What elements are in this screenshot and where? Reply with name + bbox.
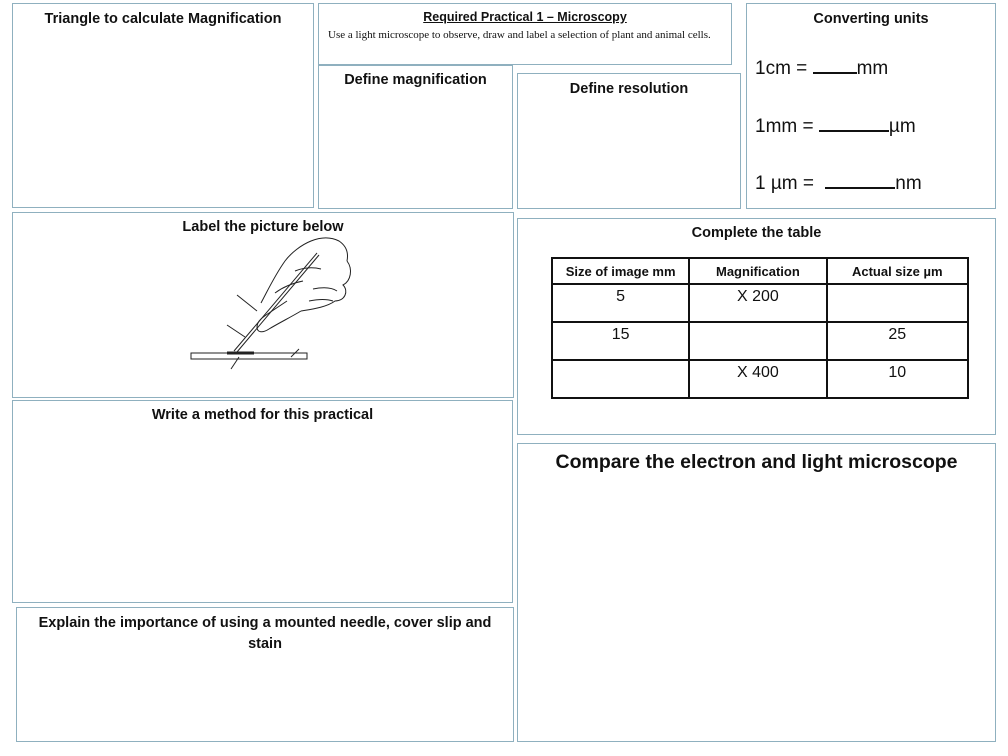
table-row xyxy=(552,284,968,322)
table-cell-blank[interactable] xyxy=(689,322,826,360)
define-resolution-title: Define resolution xyxy=(569,81,689,97)
table-cell-blank[interactable] xyxy=(552,360,689,398)
explain-title: Explain the importance of using a mounted needle, cover slip and stain xyxy=(38,615,492,652)
method-panel xyxy=(12,400,513,603)
table-cell: 5 xyxy=(552,284,689,322)
answer-blank[interactable] xyxy=(813,56,857,74)
define-magnification-panel xyxy=(318,65,513,209)
method-title: Write a method for this practical xyxy=(151,407,374,423)
practical-description: Use a light microscope to observe, draw and label a selection of plant and animal cells. xyxy=(328,29,711,41)
table-cell: 10 xyxy=(827,360,968,398)
table-cell-blank[interactable] xyxy=(827,284,968,322)
table-header-magnification: Magnification xyxy=(689,258,826,284)
complete-table-title: Complete the table xyxy=(691,225,822,241)
table-cell: 25 xyxy=(827,322,968,360)
table-cell: X 400 xyxy=(689,360,826,398)
practical-header-panel xyxy=(318,3,732,65)
answer-blank[interactable] xyxy=(819,114,889,132)
compare-panel xyxy=(517,443,996,742)
define-resolution-panel xyxy=(517,73,741,209)
table-row xyxy=(552,322,968,360)
complete-table-panel xyxy=(517,218,996,435)
label-picture-panel xyxy=(12,212,514,398)
table-row xyxy=(552,360,968,398)
table-header-actual-size: Actual size µm xyxy=(827,258,968,284)
compare-title: Compare the electron and light microscope xyxy=(555,451,958,473)
define-magnification-title: Define magnification xyxy=(344,72,487,88)
conversion-line-cm: 1cm = mm xyxy=(755,58,889,79)
table-header-image-size: Size of image mm xyxy=(552,258,689,284)
table-cell: X 200 xyxy=(689,284,826,322)
practical-title: Required Practical 1 – Microscopy xyxy=(423,10,627,24)
table-cell: 15 xyxy=(552,322,689,360)
explain-panel xyxy=(16,607,514,742)
converting-units-panel xyxy=(746,3,996,209)
mounted-needle-illustration xyxy=(13,213,515,399)
conversion-line-mm: 1mm = µm xyxy=(755,116,916,137)
table-header-row xyxy=(552,258,968,284)
label-picture-title: Label the picture below xyxy=(182,219,344,235)
conversion-line-um: 1 µm = nm xyxy=(755,173,922,194)
triangle-title: Triangle to calculate Magnification xyxy=(44,11,282,27)
magnification-table xyxy=(551,257,969,399)
converting-units-title: Converting units xyxy=(813,11,929,27)
answer-blank[interactable] xyxy=(825,171,895,189)
triangle-panel xyxy=(12,3,314,208)
